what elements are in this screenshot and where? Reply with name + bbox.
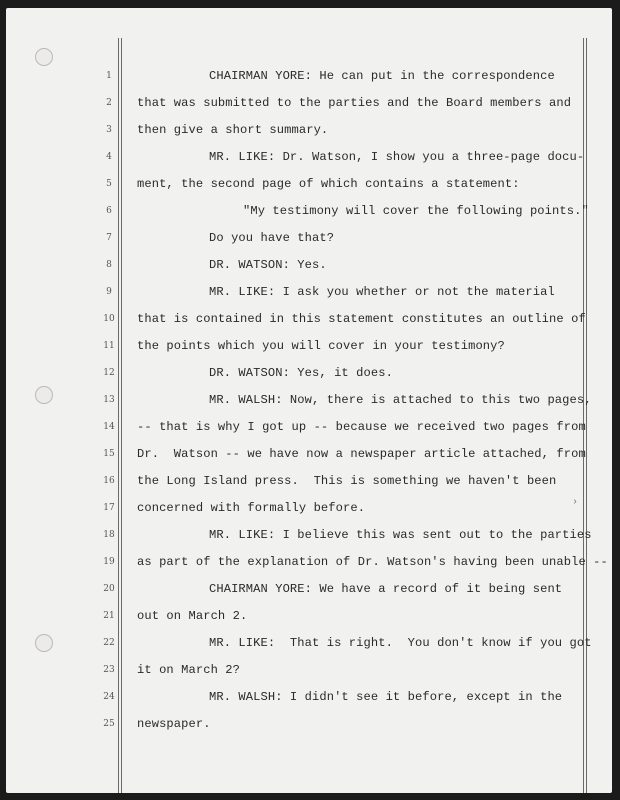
transcript-line: DR. WATSON: Yes.: [209, 258, 327, 272]
transcript-line: "My testimony will cover the following points.": [243, 204, 589, 218]
line-number: 24: [103, 692, 115, 702]
line-number: 22: [103, 638, 115, 648]
line-number: 23: [103, 665, 115, 675]
line-number: 20: [103, 584, 115, 594]
transcript-line: CHAIRMAN YORE: He can put in the correspondence: [209, 69, 555, 83]
transcript-line: DR. WATSON: Yes, it does.: [209, 366, 393, 380]
transcript-line: ment, the second page of which contains a statement:: [137, 177, 520, 191]
line-number: 19: [103, 557, 115, 567]
transcript-line: that is contained in this statement constitutes an outline of: [137, 312, 586, 326]
binder-hole-middle: [35, 386, 53, 404]
transcript-line: as part of the explanation of Dr. Watson's having been unable --: [137, 555, 608, 569]
line-number: 8: [106, 260, 112, 270]
line-number: 17: [103, 503, 115, 513]
binder-hole-top: [35, 48, 53, 66]
line-number: 16: [103, 476, 115, 486]
line-number: 15: [103, 449, 115, 459]
right-margin-rule-outer: [586, 38, 587, 793]
transcript-line: concerned with formally before.: [137, 501, 366, 515]
transcript-line: the Long Island press. This is something we haven't been: [137, 474, 557, 488]
line-number: 13: [103, 395, 115, 405]
line-number: 25: [103, 719, 115, 729]
transcript-line: MR. LIKE: I believe this was sent out to the parties: [209, 528, 592, 542]
transcript-line: Dr. Watson -- we have now a newspaper article attached, from: [137, 447, 586, 461]
transcript-line: MR. WALSH: I didn't see it before, except in the: [209, 690, 563, 704]
line-number: 1: [106, 71, 112, 81]
line-number: 12: [103, 368, 115, 378]
transcript-line: MR. LIKE: I ask you whether or not the material: [209, 285, 555, 299]
line-number: 18: [103, 530, 115, 540]
transcript-line: then give a short summary.: [137, 123, 329, 137]
transcript-line: newspaper.: [137, 717, 211, 731]
binder-hole-bottom: [35, 634, 53, 652]
transcript-line: it on March 2?: [137, 663, 241, 677]
line-number: 7: [106, 233, 112, 243]
line-number: 9: [106, 287, 112, 297]
line-number: 10: [103, 314, 115, 324]
line-number: 14: [103, 422, 115, 432]
transcript-line: Do you have that?: [209, 231, 335, 245]
transcript-line: that was submitted to the parties and the Board members and: [137, 96, 572, 110]
transcript-line: the points which you will cover in your testimony?: [137, 339, 505, 353]
transcript-line: CHAIRMAN YORE: We have a record of it being sent: [209, 582, 563, 596]
line-number: 11: [103, 341, 115, 351]
transcript-line: out on March 2.: [137, 609, 248, 623]
transcript-line: MR. WALSH: Now, there is attached to this two pages,: [209, 393, 592, 407]
stray-mark: ›: [572, 497, 579, 508]
transcript-line: MR. LIKE: That is right. You don't know if you got: [209, 636, 592, 650]
line-number: 2: [106, 98, 112, 108]
line-number: 3: [106, 125, 112, 135]
transcript-page: [6, 8, 612, 793]
line-number: 21: [103, 611, 115, 621]
line-number: 5: [106, 179, 112, 189]
line-number: 4: [106, 152, 112, 162]
transcript-line: -- that is why I got up -- because we received two pages from: [137, 420, 586, 434]
transcript-line: MR. LIKE: Dr. Watson, I show you a three-page docu-: [209, 150, 585, 164]
line-number: 6: [106, 206, 112, 216]
